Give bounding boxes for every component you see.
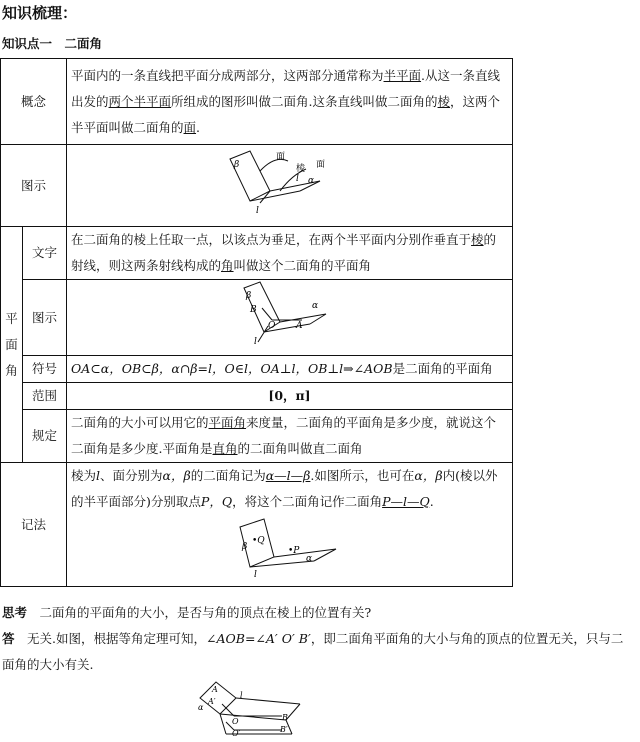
concept-text: 平面内的一条直线把平面分成两部分，这两部分通常称为半平面.从这一条直线出发的两个半平面所组成的图形叫做二面角.这条直线叫做二面角的棱，这两个半平面叫做二面角的面.: [67, 59, 513, 145]
row-concept: [1, 59, 513, 145]
fig4-l: l: [240, 691, 243, 700]
fig2-alpha: α: [311, 301, 318, 311]
answer-figure: [196, 676, 326, 738]
range-value: [0，π]: [67, 383, 513, 410]
plane-angle-figure-cell: [67, 280, 513, 356]
heading: 知识梳理：: [2, 4, 78, 22]
fig1-l-below: l: [255, 206, 259, 216]
think-label: 思考: [2, 605, 28, 620]
side-char-1: 平: [5, 310, 18, 326]
fig1-l-on-edge: l: [295, 174, 299, 184]
row-symbol: [1, 356, 513, 383]
row-plane-angle-figure: [1, 280, 513, 356]
fig3-P: •P: [287, 546, 299, 556]
answer-paragraph: 答 无关.如图，根据等角定理可知，∠AOB=∠A′ O′ B′，即二面角平面角的大小与角的顶点的位置无关，只与二面角的大小有关.: [2, 631, 624, 672]
row-range: [1, 383, 513, 410]
figure-cell: [67, 145, 513, 227]
dihedral-angle-figure: [220, 145, 360, 217]
label-figure: 图示: [1, 145, 67, 227]
notation-text: 棱为l、面分别为α，β的二面角记为α—l—β.如图所示，也可在α，β内(棱以外的半平面部分)分别取点P，Q，将这个二面角记作二面角P—l—Q.: [71, 468, 498, 509]
concept-term-two-half-planes: 两个半平面: [108, 93, 172, 109]
fig4-A: A: [212, 685, 218, 694]
fig1-edge-label: 棱: [295, 164, 305, 174]
label-rule: 规定: [23, 410, 67, 463]
fig1-face-label-1: 面: [275, 152, 285, 162]
fig4-B-prime: B′: [280, 725, 288, 734]
section-title: 知识点一 二面角: [2, 36, 103, 51]
symbol-text: OA⊂α，OB⊂β，α∩β=l，O∈l，OA⊥l，OB⊥l⇒∠AOB是二面角的平面角: [67, 356, 513, 383]
plane-angle-text: 在二面角的棱上任取一点，以该点为垂足，在两个半平面内分别作垂直于棱的射线，则这两条射线构成的角叫做这个二面角的平面角: [67, 227, 513, 280]
concept-term-edge: 棱: [437, 93, 451, 109]
answer-label: 答: [2, 631, 15, 646]
fig3-l: l: [253, 570, 257, 577]
plane-angle-term-edge: 棱: [471, 232, 484, 247]
fig4-B: B: [282, 713, 288, 722]
fig1-face-label-2: 面: [315, 160, 325, 170]
notation-p-l-q: P—l—Q: [382, 494, 430, 509]
row-plane-angle-text: [1, 227, 513, 280]
fig2-A: A: [295, 321, 303, 331]
label-concept: 概念: [1, 59, 67, 145]
concept-term-face: 面: [183, 119, 197, 135]
fig4-O-prime: O′: [232, 729, 241, 738]
label-text: 文字: [23, 227, 67, 280]
row-figure: [1, 145, 513, 227]
fig3-alpha: α: [305, 554, 312, 564]
side-char-2: 面: [5, 336, 18, 352]
label-plane-angle-figure: 图示: [23, 280, 67, 356]
plane-angle-figure: [220, 280, 360, 346]
rule-term-right-angle: 直角: [212, 441, 238, 456]
fig4-O: O: [232, 717, 239, 726]
rule-term-plane-angle: 平面角: [208, 415, 247, 430]
concept-term-half-plane: 半平面: [383, 67, 422, 83]
notation-figure: [230, 517, 350, 577]
fig2-l: l: [253, 337, 257, 346]
dihedral-angle-table: [0, 58, 513, 587]
fig4-alpha: α: [198, 703, 204, 712]
think-paragraph: [2, 600, 634, 626]
fig1-alpha: α: [307, 176, 314, 186]
label-range: 范围: [23, 383, 67, 410]
row-notation: [1, 463, 513, 587]
label-plane-angle: [1, 227, 23, 463]
think-text: 二面角的平面角的大小，是否与角的顶点在棱上的位置有关?: [39, 605, 372, 620]
rule-text: 二面角的大小可以用它的平面角来度量，二面角的平面角是多少度，就说这个二面角是多少度.平面角是直角的二面角叫做直二面角: [67, 410, 513, 463]
answer-math: ∠AOB=∠A′ O′ B′: [206, 631, 311, 646]
fig2-B: B: [249, 305, 257, 315]
row-rule: [1, 410, 513, 463]
plane-angle-term-angle: 角: [221, 258, 234, 273]
side-char-3: 角: [5, 362, 18, 378]
fig3-Q: •Q: [251, 536, 265, 546]
fig2-beta: β: [245, 291, 251, 301]
label-notation: 记法: [1, 463, 67, 587]
label-symbol: 符号: [23, 356, 67, 383]
fig3-beta: β: [241, 542, 247, 552]
fig2-O: O: [267, 321, 275, 331]
fig4-A-prime: A′: [208, 697, 216, 706]
notation-cell: [67, 463, 513, 587]
fig1-beta: β: [233, 160, 239, 170]
notation-alpha-l-beta: α—l—β: [265, 468, 311, 483]
